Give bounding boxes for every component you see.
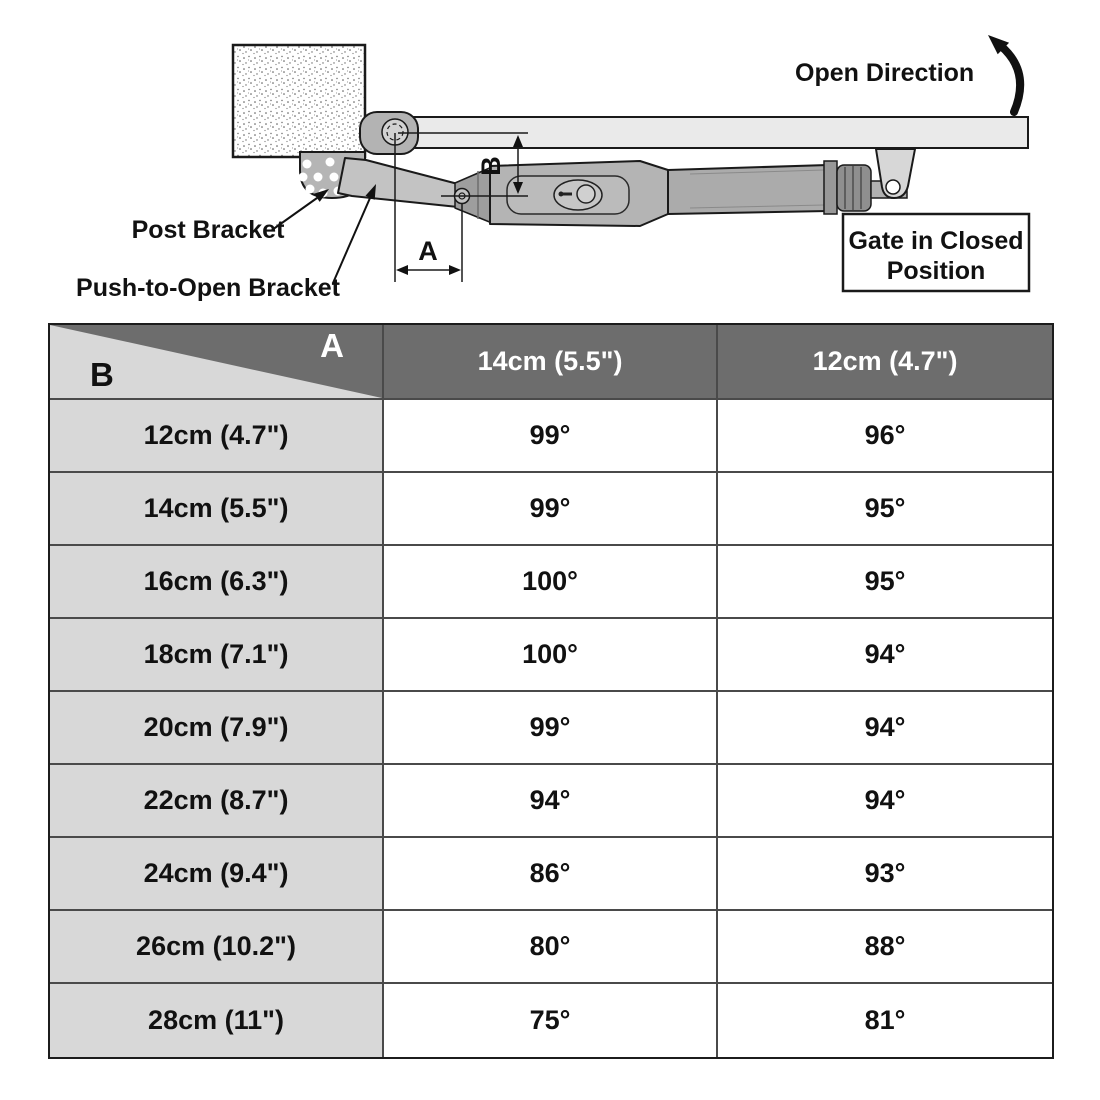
installation-diagram [0, 0, 1100, 318]
push-to-open-callout [333, 184, 376, 283]
row-label-cell: 24cm (9.4") [50, 838, 384, 911]
push-to-open-bracket-arm [338, 158, 458, 207]
actuator [455, 161, 908, 226]
row-label-cell: 18cm (7.1") [50, 619, 384, 692]
row-label-cell: 28cm (11") [50, 984, 384, 1057]
angle-cell: 99° [384, 400, 718, 473]
angle-cell: 81° [718, 984, 1052, 1057]
gate-post [233, 45, 365, 157]
dim-a-label: A [418, 236, 438, 266]
col-header-a14: 14cm (5.5") [384, 325, 718, 400]
angle-cell: 80° [384, 911, 718, 984]
open-direction-label: Open Direction [795, 59, 975, 87]
angle-cell: 94° [384, 765, 718, 838]
row-label-cell: 22cm (8.7") [50, 765, 384, 838]
angle-cell: 95° [718, 546, 1052, 619]
gate-status-box [843, 214, 1029, 291]
angle-cell: 88° [718, 911, 1052, 984]
angle-cell: 99° [384, 692, 718, 765]
angle-cell: 100° [384, 619, 718, 692]
corner-row-axis-label: B [90, 356, 114, 393]
opening-angle-table [48, 323, 1054, 1059]
angle-cell: 93° [718, 838, 1052, 911]
open-direction-arrow-icon [988, 35, 1020, 112]
angle-cell: 94° [718, 619, 1052, 692]
angle-cell: 75° [384, 984, 718, 1057]
gate-status-line2: Position [886, 257, 986, 285]
col-header-a12: 12cm (4.7") [718, 325, 1052, 400]
angle-cell: 86° [384, 838, 718, 911]
row-label-cell: 26cm (10.2") [50, 911, 384, 984]
push-to-open-label: Push-to-Open Bracket [76, 274, 340, 302]
dim-b-label: B [476, 156, 506, 176]
row-label-cell: 12cm (4.7") [50, 400, 384, 473]
angle-cell: 94° [718, 692, 1052, 765]
corner-cell [50, 325, 384, 400]
row-label-cell: 14cm (5.5") [50, 473, 384, 546]
angle-cell: 95° [718, 473, 1052, 546]
row-label-cell: 20cm (7.9") [50, 692, 384, 765]
angle-cell: 94° [718, 765, 1052, 838]
post-bracket-label: Post Bracket [131, 216, 285, 244]
row-label-cell: 16cm (6.3") [50, 546, 384, 619]
angle-cell: 100° [384, 546, 718, 619]
corner-col-axis-label: A [320, 327, 344, 364]
gate-status-line1: Gate in Closed [848, 227, 1024, 255]
angle-cell: 96° [718, 400, 1052, 473]
angle-cell: 99° [384, 473, 718, 546]
